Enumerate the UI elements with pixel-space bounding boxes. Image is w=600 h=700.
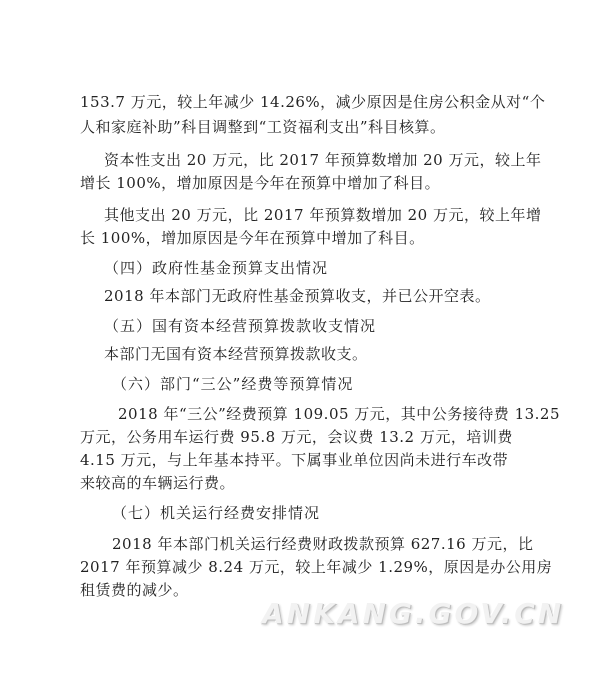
text-line: 万元，公务用车运行费 95.8 万元，会议费 13.2 万元，培训费 xyxy=(80,428,513,446)
text-line: 来较高的车辆运行费。 xyxy=(80,474,236,492)
text-line: 租赁费的减少。 xyxy=(80,581,189,599)
text-line: 长 100%，增加原因是今年在预算中增加了科目。 xyxy=(80,229,425,247)
text-line: 人和家庭补助”科目调整到“工资福利支出”科目核算。 xyxy=(80,118,446,136)
section-heading: （四）政府性基金预算支出情况 xyxy=(104,259,329,277)
text-line: 2018 年“三公”经费预算 109.05 万元，其中公务接待费 13.25 xyxy=(118,405,561,423)
section-heading: （六）部门“三公”经费等预算情况 xyxy=(112,375,354,393)
text-line: 153.7 万元，较上年减少 14.26%，减少原因是住房公积金从对“个 xyxy=(80,93,546,111)
text-line: 资本性支出 20 万元，比 2017 年预算数增加 20 万元，较上年 xyxy=(104,151,542,169)
site-watermark: ANKANG.GOV.CN xyxy=(262,597,565,630)
text-line: 2017 年预算减少 8.24 万元，较上年减少 1.29%，原因是办公用房 xyxy=(80,558,553,576)
section-heading: （七）机关运行经费安排情况 xyxy=(112,504,321,522)
text-line: 4.15 万元，与上年基本持平。下属事业单位因尚未进行车改带 xyxy=(80,451,509,469)
text-line: 2018 年本部门机关运行经费财政拨款预算 627.16 万元，比 xyxy=(112,535,534,553)
text-line: 增长 100%，增加原因是今年在预算中增加了科目。 xyxy=(80,174,441,192)
text-line: 其他支出 20 万元，比 2017 年预算数增加 20 万元，较上年增 xyxy=(104,206,542,224)
text-line: 本部门无国有资本经营预算拨款收支。 xyxy=(104,345,368,363)
text-line: 2018 年本部门无政府性基金预算收支，并已公开空表。 xyxy=(104,287,491,305)
section-heading: （五）国有资本经营预算拨款收支情况 xyxy=(104,317,377,335)
